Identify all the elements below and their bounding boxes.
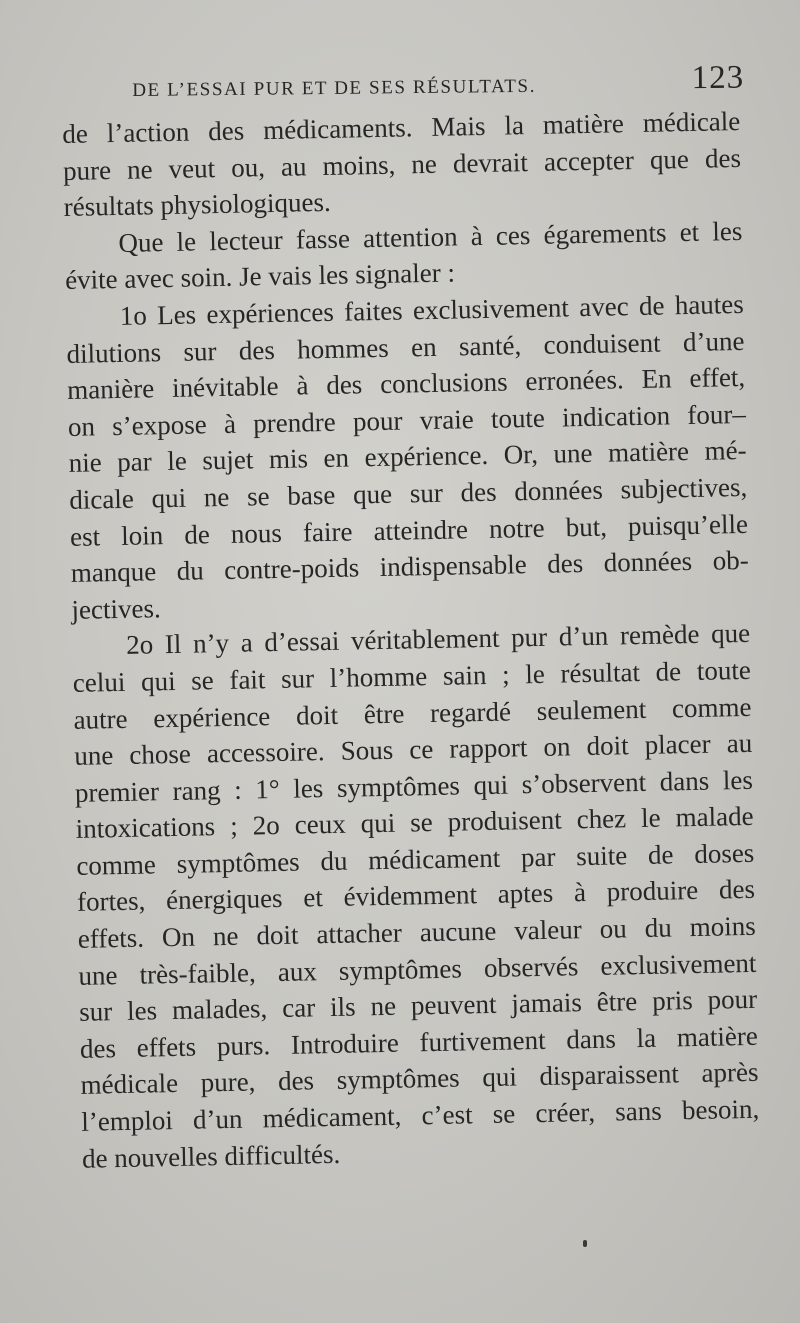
page-number: 123 — [691, 59, 745, 97]
body-text — [62, 103, 760, 1177]
text-line: comme symptômes du médicament par suite de doses — [76, 837, 755, 881]
text-line: nie par le sujet mis en expérience. Or, une matière mé- — [68, 435, 747, 479]
text-line: 2o Il n’y a d’essai véritablement pur d’un remède que — [125, 618, 751, 661]
text-line: celui qui se fait sur l’homme sain ; le résultat de toute — [72, 654, 752, 698]
text-line: médicale pure, des symptômes qui disparaissent après — [80, 1057, 759, 1101]
text-line: sur les malades, car ils ne peuvent jamais être pris pour — [78, 984, 758, 1028]
running-head — [132, 60, 744, 106]
text-line: manière inévitable à des conclusions erronées. En effet, — [66, 362, 746, 406]
text-line: dilutions sur des hommes en santé, conduisent d’une — [66, 325, 745, 369]
ink-speck — [583, 1240, 587, 1247]
text-line: fortes, énergiques et évidemment aptes à produire des — [76, 874, 756, 918]
text-line: on s’expose à prendre pour vraie toute indication four– — [67, 398, 747, 442]
text-line: Que le lecteur fasse attention à ces égarements et les — [118, 215, 743, 258]
text-line: de l’action des médicaments. Mais la matière médicale — [62, 105, 741, 149]
text-line: est loin de nous faire atteindre notre but, puisqu’elle — [69, 508, 749, 552]
text-line: des effets purs. Introduire furtivement dans la matière — [79, 1020, 759, 1064]
text-line: une très-faible, aux symptômes observés exclusivement — [78, 947, 757, 991]
text-line: manque du contre-poids indispensable des données ob- — [70, 545, 749, 589]
text-line: résultats physiologiques. — [63, 187, 331, 223]
text-line: jectives. — [71, 592, 161, 625]
text-line: premier rang : 1° les symptômes qui s’observent dans les — [74, 764, 754, 808]
text-line: 1o Les expériences faites exclusivement avec de hautes — [119, 288, 745, 331]
text-line: autre expérience doit être regardé seulement comme — [73, 691, 752, 735]
running-head-title: DE L’ESSAI PUR ET DE SES RÉSULTATS. — [132, 75, 537, 101]
text-line: évite avec soin. Je vais les signaler : — [64, 257, 456, 296]
text-line: dicale qui ne se base que sur des données subjectives, — [69, 471, 748, 515]
text-line: de nouvelles difficultés. — [81, 1138, 341, 1174]
text-line: l’emploi d’un médicament, c’est se créer, sans besoin, — [81, 1093, 760, 1137]
text-line: une chose accessoire. Sous ce rapport on doit placer au — [74, 727, 753, 771]
text-line: effets. On ne doit attacher aucune valeur ou du moins — [77, 910, 756, 954]
text-line: pure ne veut ou, au moins, ne devrait accepter que des — [62, 142, 742, 186]
text-line: intoxications ; 2o ceux qui se produisent chez le malade — [75, 801, 754, 845]
